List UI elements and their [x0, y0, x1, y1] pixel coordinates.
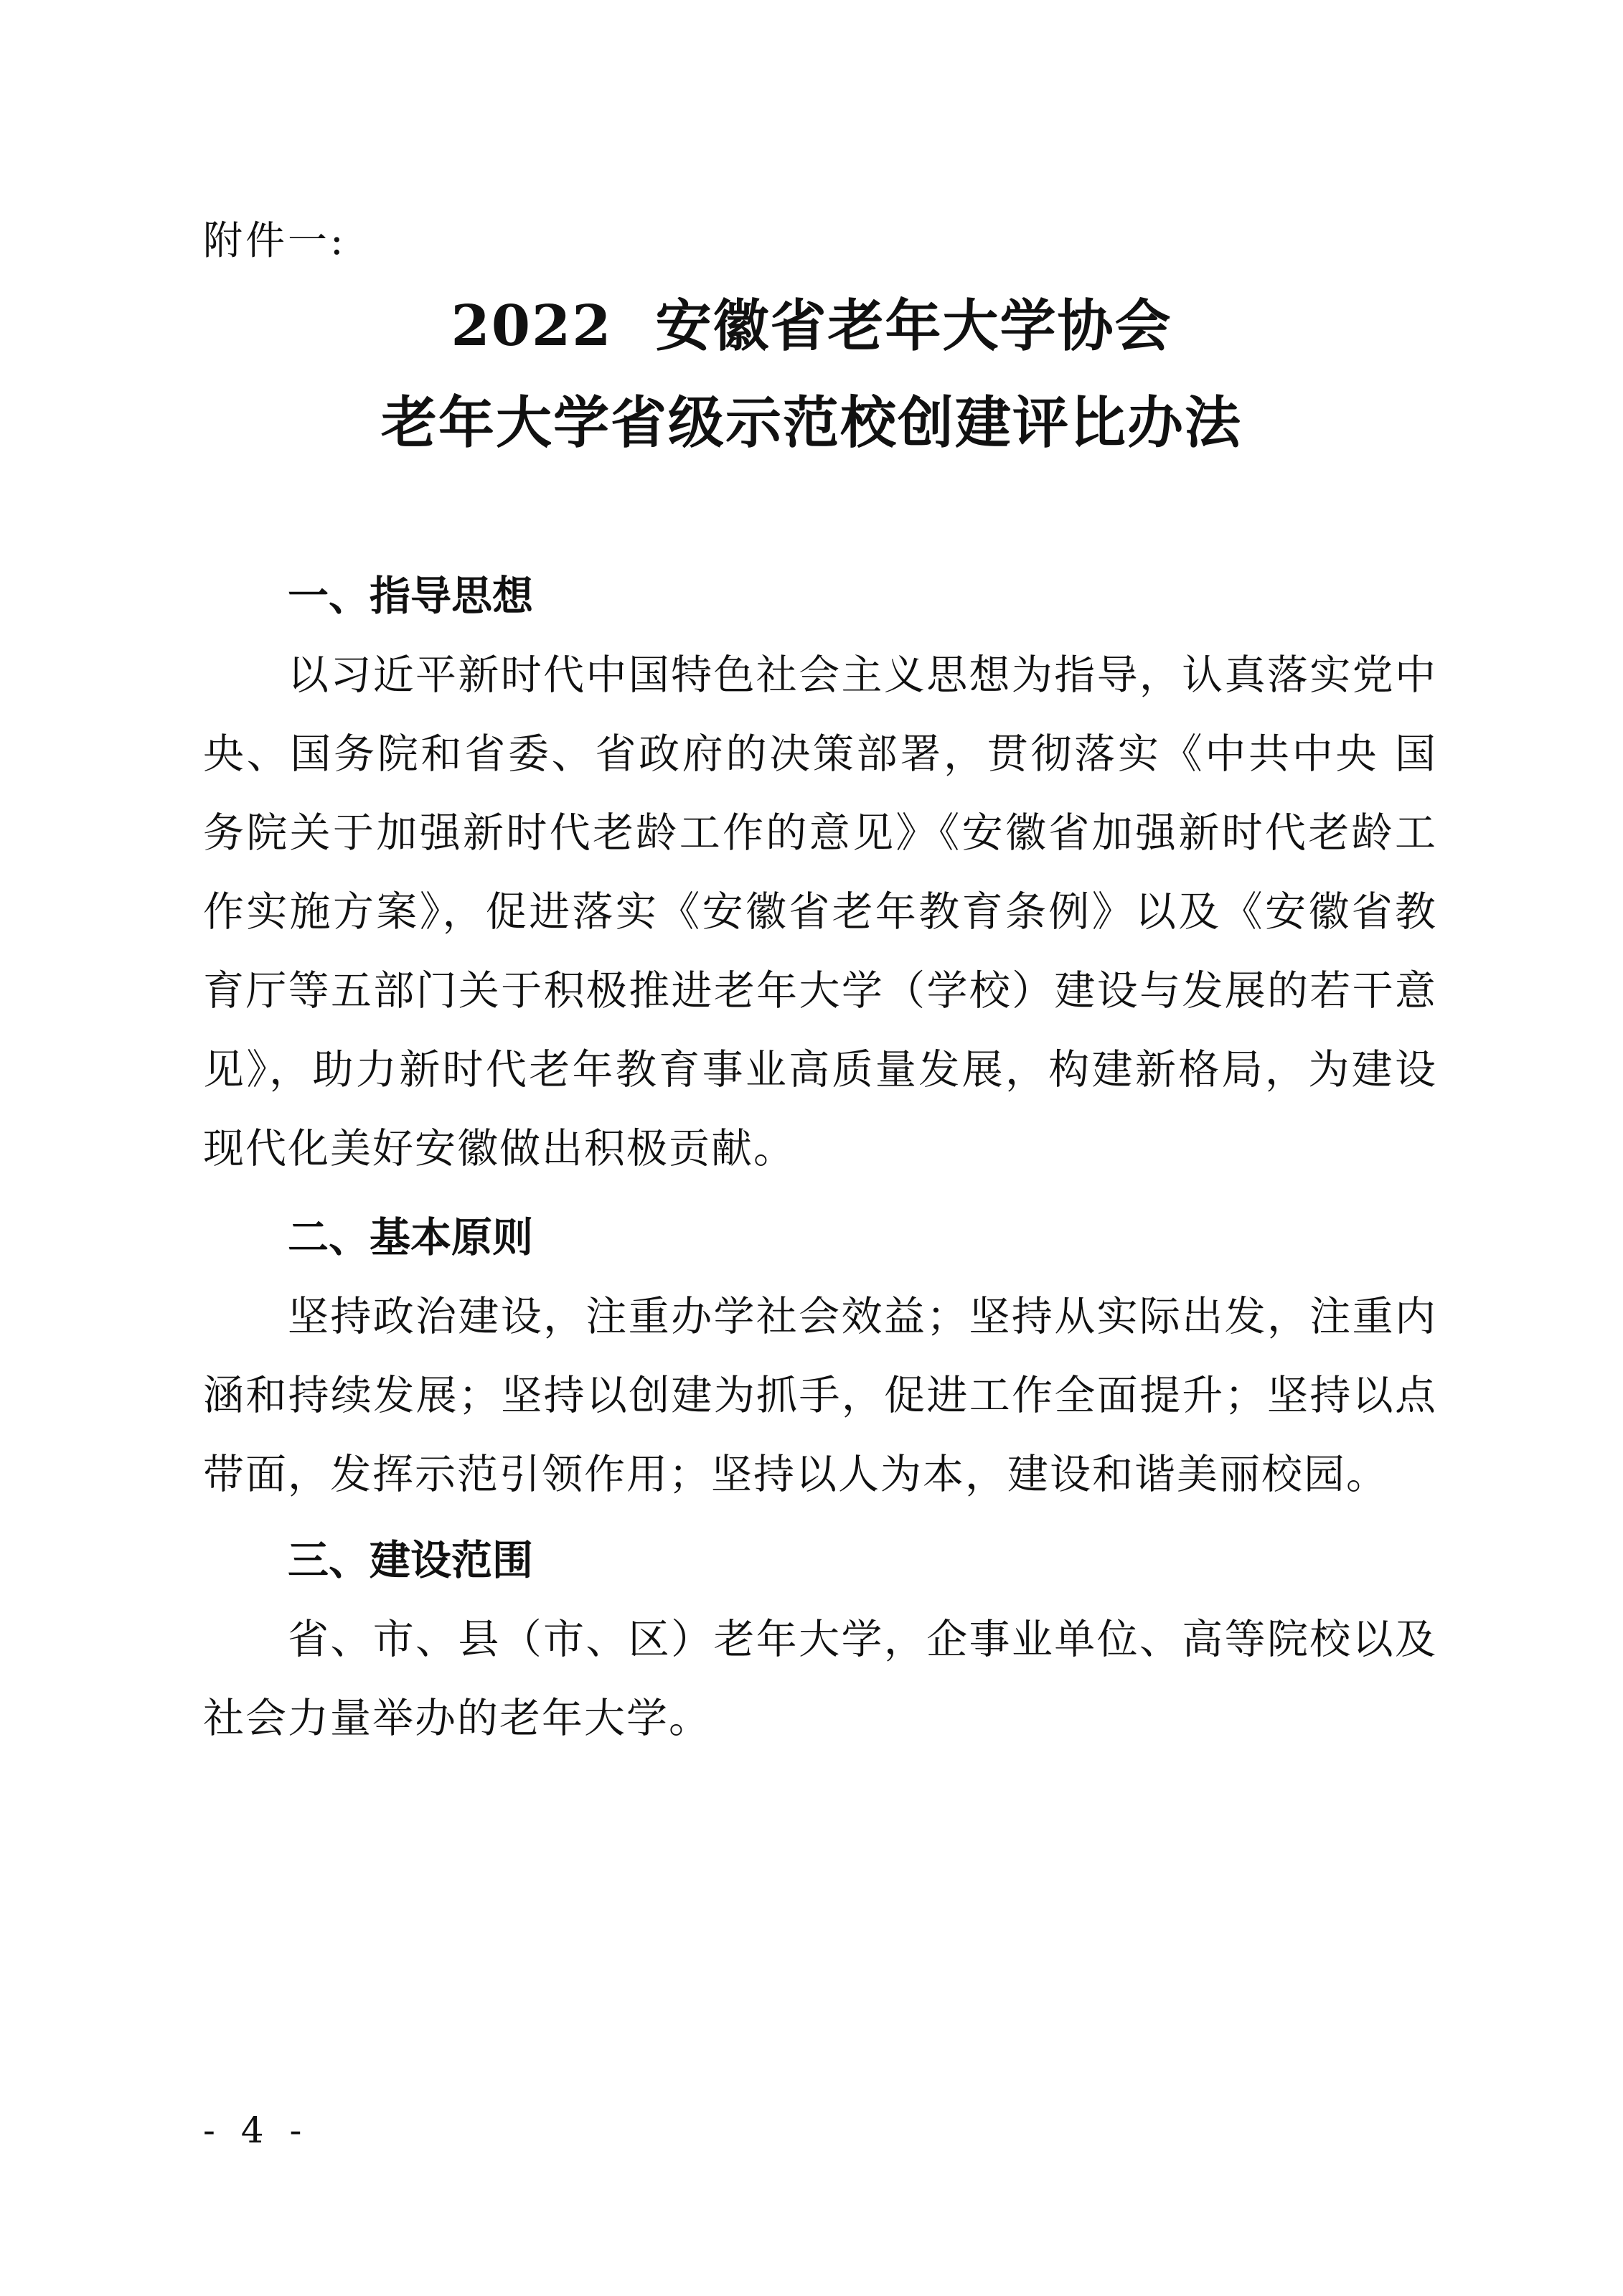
attachment-label: 附件一: — [203, 217, 347, 263]
section-heading-basic-principles: 二、基本原则 — [288, 1214, 533, 1261]
page-number: - 4 - — [203, 2109, 309, 2151]
document-title-line-2: 老年大学省级示范校创建评比办法 — [380, 390, 1242, 456]
document-body — [203, 557, 1437, 1758]
title-year: 2022 — [451, 293, 613, 359]
section-heading-guiding-ideology: 一、指导思想 — [288, 573, 533, 620]
section-heading-construction-scope: 三、建设范围 — [288, 1537, 533, 1584]
section-paragraph-construction-scope: 省、市、县（市、区）老年大学，企事业单位、高等院校以及社会力量举办的老年大学。 — [203, 1616, 1437, 1742]
section-paragraph-basic-principles: 坚持政治建设，注重办学社会效益；坚持从实际出发，注重内涵和持续发展；坚持以创建为抓手，促进工作全面提升；坚持以点带面，发挥示范引领作用；坚持以人为本，建设和谐美丽校园。 — [203, 1293, 1437, 1498]
title-organization: 安徽省老年大学协会 — [655, 293, 1172, 359]
section-paragraph-guiding-ideology: 以习近平新时代中国特色社会主义思想为指导，认真落实党中央、国务院和省委、省政府的决策部署，贯彻落实《中共中央 国务院关于加强新时代老龄工作的意见》《安徽省加强新时代老龄工作实施方案》，促进落实《安徽省老年教育条例》以及《安徽省教育厅等五部门关于积极推进老年大学（学校）建设与发展的若干意见》，助力新时代老年教育事业高质量发展，构建新格局，为建设现代化美好安徽做出积极贡献。 — [203, 651, 1437, 1172]
document-title-line-1 — [0, 291, 1623, 362]
